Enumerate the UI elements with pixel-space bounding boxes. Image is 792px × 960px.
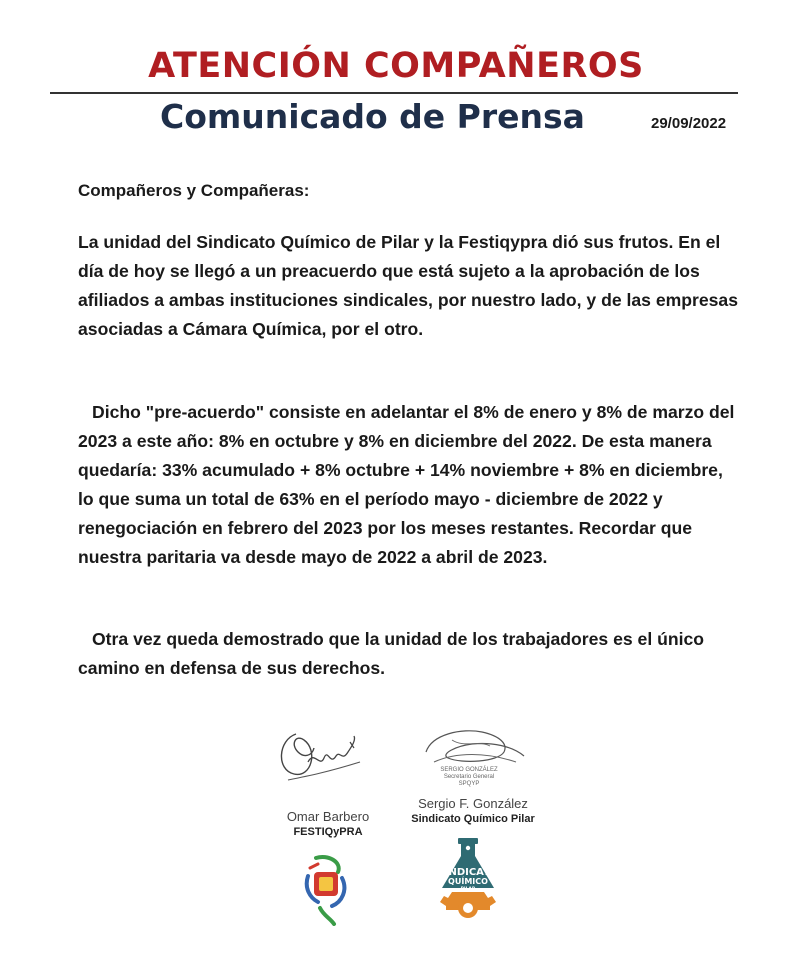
page-title: Comunicado de Prensa bbox=[160, 97, 585, 136]
festiqypra-logo bbox=[298, 852, 354, 926]
stamp-line-3: SPQYP bbox=[458, 781, 480, 787]
logo-text-pilar: PILAR bbox=[460, 887, 476, 892]
signature-block-left bbox=[268, 809, 388, 839]
signer-organization: Sindicato Químico Pilar bbox=[411, 813, 535, 825]
signer-name: Omar Barbero bbox=[286, 809, 370, 824]
stamp-line-1: SERGIO GONZÁLEZ bbox=[440, 767, 498, 773]
greeting: Compañeros y Compañeras: bbox=[78, 181, 310, 200]
stamp-line-2: Secretario General bbox=[443, 774, 495, 780]
paragraph-2: Dicho "pre-acuerdo" consiste en adelantar el 8% de enero y 8% de marzo del 2023 a este año: 8% en octubre y 8% en diciembre del 2022. De esta manera quedaría: 33% acumulado + 8% octubre + 14% noviembre + 8% en diciembre, lo que suma un total de 63% en el período mayo - diciembre de 2022 y renegociación en febrero del 2023 por los meses restantes. Recordar que nuestra paritaria va desde mayo de 2022 a abril de 2023. bbox=[78, 402, 735, 567]
signature-stamp bbox=[428, 767, 510, 788]
signer-organization: FESTIQyPRA bbox=[293, 826, 363, 838]
signature-block-right bbox=[405, 796, 541, 826]
signature-omar-barbero bbox=[268, 722, 368, 792]
date-label: 29/09/2022 bbox=[651, 115, 727, 132]
headline: ATENCIÓN COMPAÑEROS bbox=[148, 46, 644, 86]
logo-text-sindicato: SINDICATO bbox=[437, 867, 499, 878]
logo-text-quimico: QUÍMICO bbox=[448, 877, 488, 886]
header-divider bbox=[50, 92, 738, 94]
paragraph-3: Otra vez queda demostrado que la unidad de los trabajadores es el único camino en defensa de sus derechos. bbox=[78, 629, 705, 678]
sindicato-quimico-logo bbox=[428, 836, 508, 922]
paragraph-1: La unidad del Sindicato Químico de Pilar y la Festiqypra dió sus frutos. En el día de hoy se llegó a un preacuerdo que está sujeto a la aprobación de los afiliados a ambas instituciones sindicales, por nuestro lado, y de las empresas asociadas a Cámara Química, por el otro. bbox=[78, 232, 738, 339]
signer-name: Sergio F. González bbox=[418, 796, 528, 811]
